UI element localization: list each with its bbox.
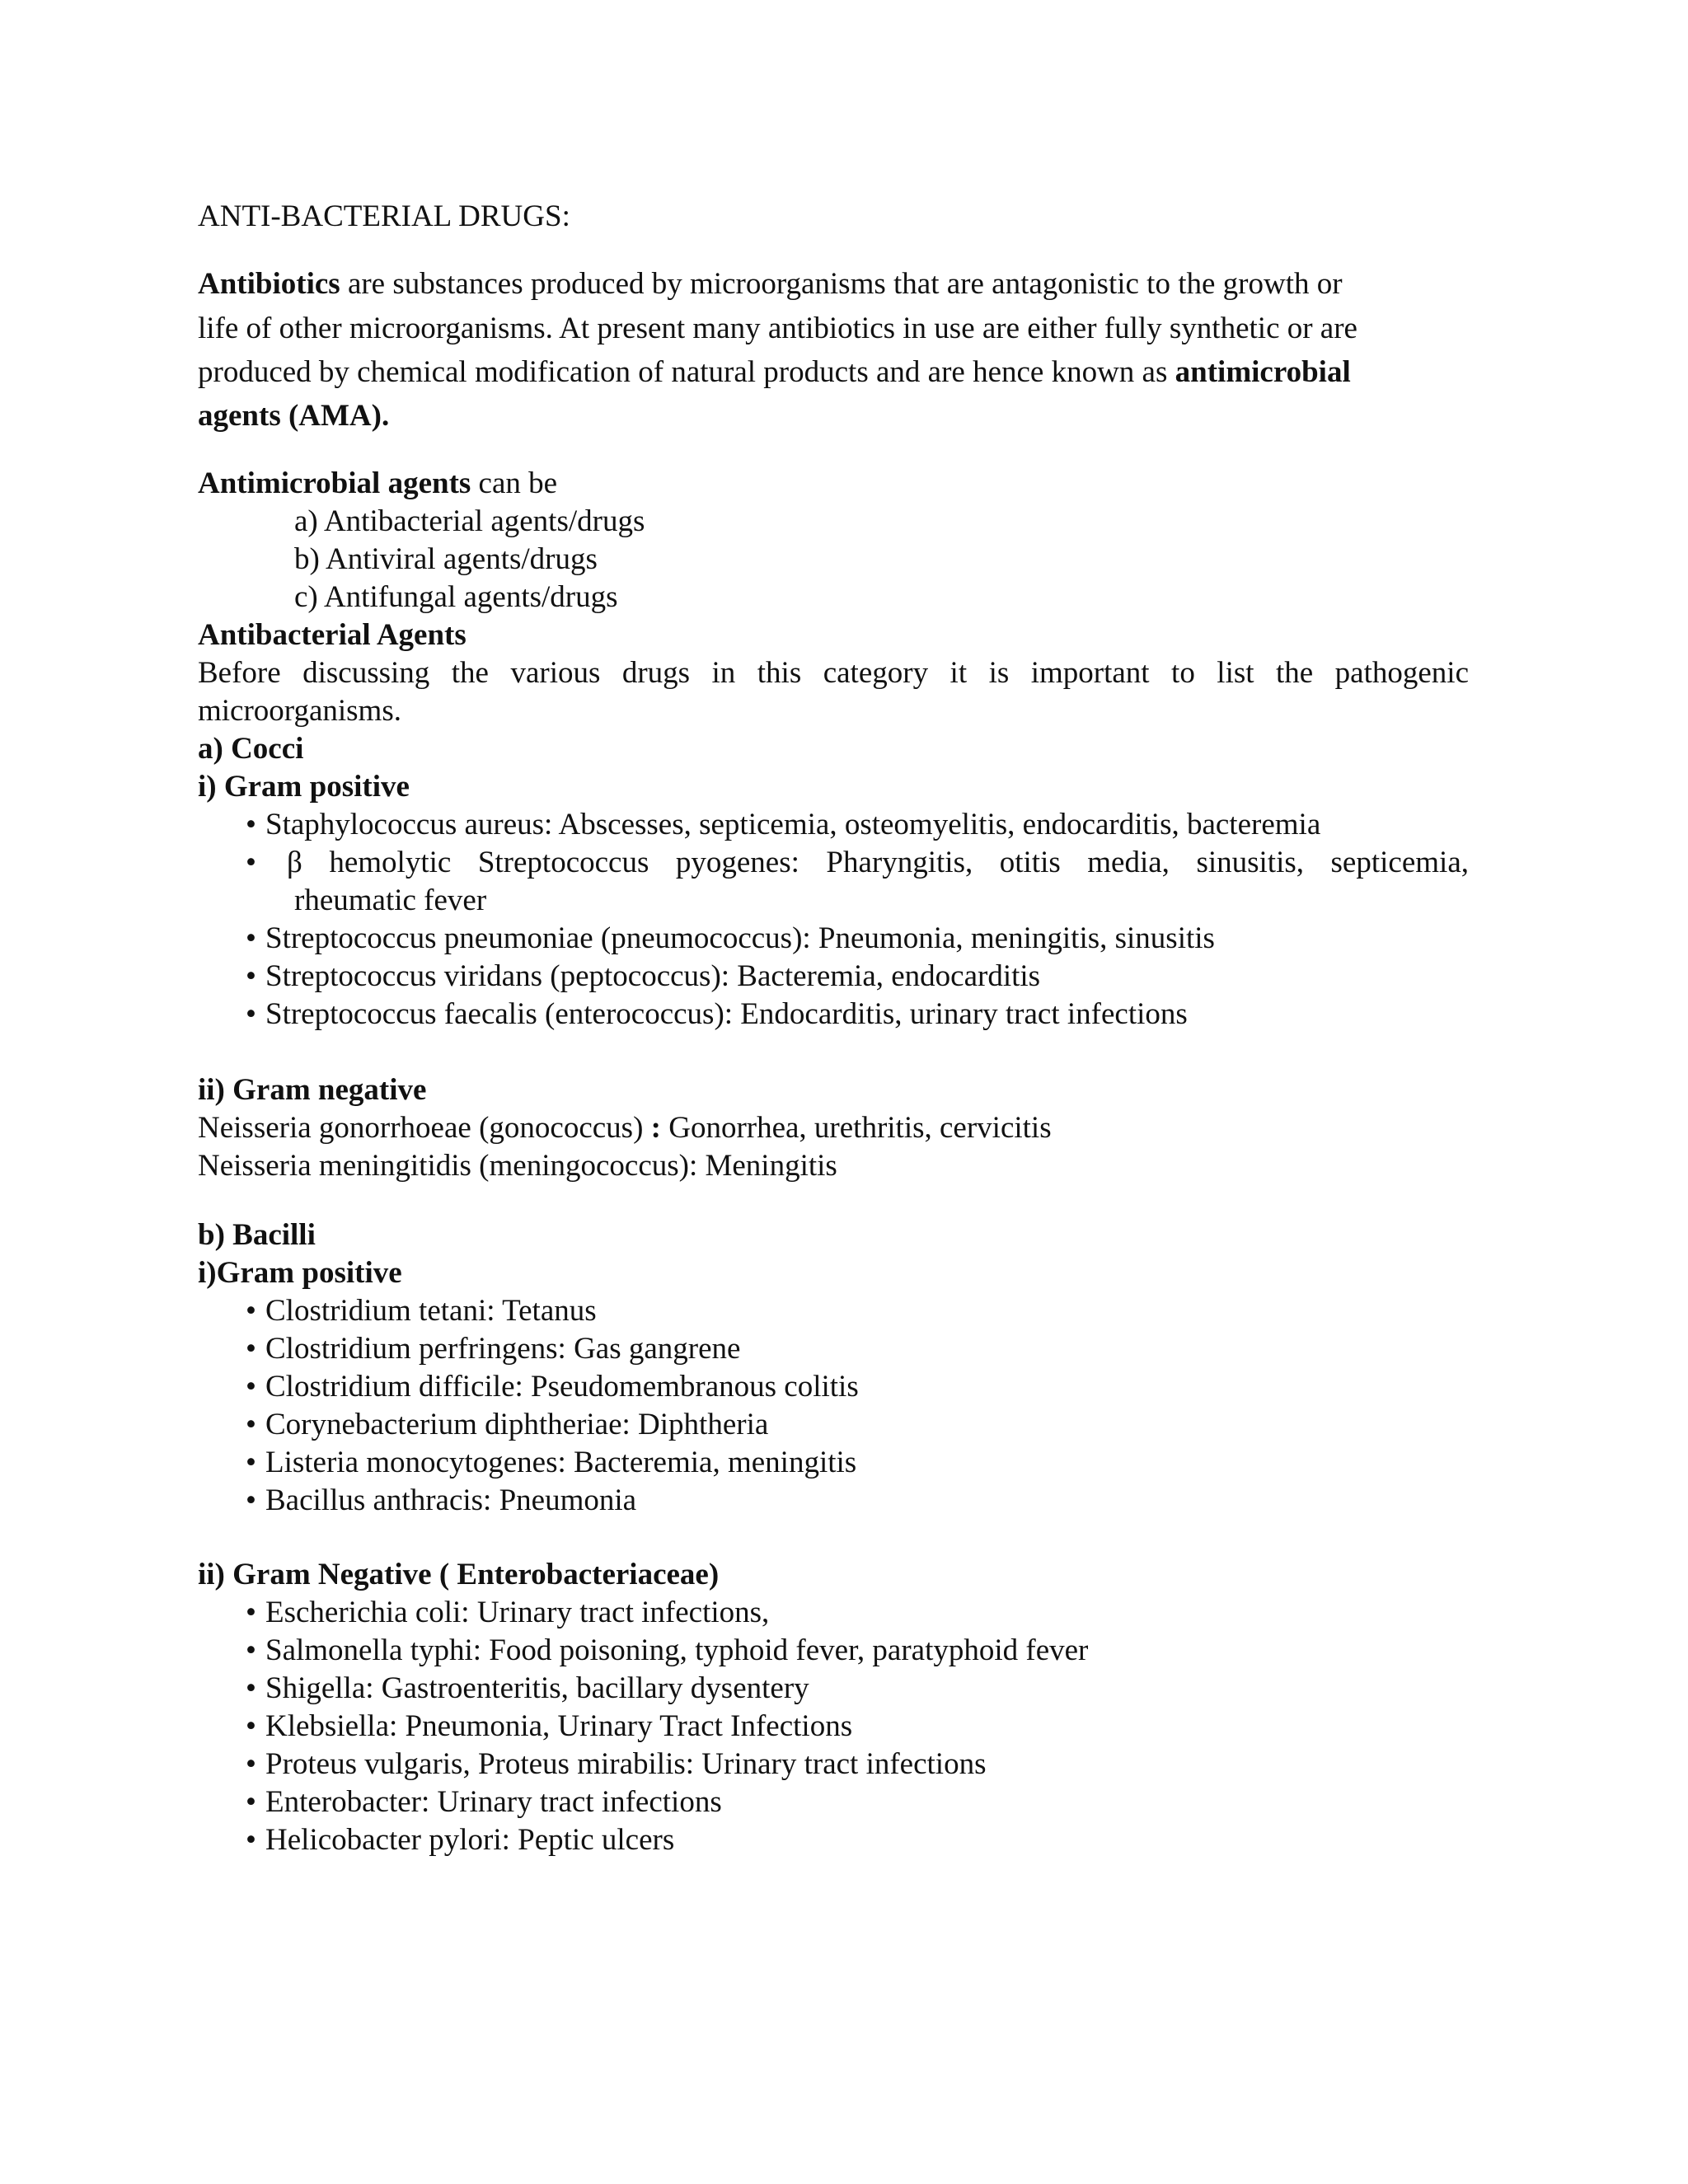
bullet: •: [246, 1332, 256, 1366]
bullet: •: [246, 1446, 256, 1479]
cocci-heading: a) Cocci: [198, 732, 304, 766]
ama-item-antifungal: c) Antifungal agents/drugs: [294, 580, 618, 614]
list-item-text: Salmonella typhi: Food poisoning, typhoid fever, paratyphoid fever: [265, 1633, 1089, 1667]
list-item-text: β hemolytic Streptococcus pyogenes: Pharyngitis, otitis media, sinusitis, septicemia,: [287, 846, 1469, 879]
antibacterial-heading: Antibacterial Agents: [198, 618, 467, 652]
list-item-text: Listeria monocytogenes: Bacteremia, meningitis: [265, 1446, 857, 1479]
neisseria-gonorrhoeae-line: [198, 1109, 1052, 1147]
list-item-text: Proteus vulgaris, Proteus mirabilis: Urinary tract infections: [265, 1747, 987, 1781]
ama-heading: [198, 465, 557, 503]
bacilli-gram-positive-heading: i)Gram positive: [198, 1256, 402, 1290]
list-item-text-continued: rheumatic fever: [294, 883, 487, 917]
intro-line-2: life of other microorganisms. At present many antibiotics in use are either fully synthetic or are: [198, 312, 1357, 345]
ama-heading-bold: Antimicrobial agents: [198, 466, 471, 500]
bullet: •: [246, 921, 256, 955]
bullet: •: [246, 1709, 256, 1743]
cocci-gram-positive-heading: i) Gram positive: [198, 770, 410, 804]
bullet: •: [246, 1785, 256, 1819]
list-item-text: Clostridium difficile: Pseudomembranous colitis: [265, 1370, 859, 1404]
list-item-text: Streptococcus pneumoniae (pneumococcus): Pneumonia, meningitis, sinusitis: [265, 921, 1215, 955]
neisseria-meningitidis-line: Neisseria meningitidis (meningococcus): Meningitis: [198, 1149, 837, 1183]
antimicrobial-term: antimicrobial: [1175, 355, 1351, 389]
bullet: •: [246, 1823, 256, 1857]
neisseria-gonorrhoeae-diseases: Gonorrhea, urethritis, cervicitis: [660, 1111, 1052, 1145]
bullet: •: [246, 846, 256, 879]
bullet: •: [246, 1370, 256, 1404]
bacilli-gram-negative-heading: ii) Gram Negative ( Enterobacteriaceae): [198, 1558, 720, 1591]
ama-item-antibacterial: a) Antibacterial agents/drugs: [294, 504, 645, 538]
ama-heading-text: can be: [471, 466, 558, 500]
bullet: •: [246, 1671, 256, 1705]
antibiotics-term: Antibiotics: [198, 267, 340, 301]
bullet: •: [246, 808, 256, 841]
cocci-gram-negative-heading: ii) Gram negative: [198, 1073, 427, 1107]
bullet: •: [246, 997, 256, 1031]
antibacterial-para-line-1: Before discussing the various drugs in this category it is important to list the pathogenic: [198, 656, 1469, 690]
neisseria-gonorrhoeae-text: Neisseria gonorrhoeae (gonococcus): [198, 1111, 651, 1145]
intro-line-1-text: are substances produced by microorganisms that are antagonistic to the growth or: [340, 267, 1343, 301]
list-item-text: Klebsiella: Pneumonia, Urinary Tract Infections: [265, 1709, 853, 1743]
list-item-text: Corynebacterium diphtheriae: Diphtheria: [265, 1408, 769, 1441]
list-item-text: Escherichia coli: Urinary tract infections,: [265, 1596, 770, 1629]
list-item-text: Bacillus anthracis: Pneumonia: [265, 1483, 637, 1517]
bacilli-heading: b) Bacilli: [198, 1218, 316, 1252]
bullet: •: [246, 1294, 256, 1328]
intro-line-1: [198, 265, 1343, 303]
bullet: •: [246, 1408, 256, 1441]
ama-item-antiviral: b) Antiviral agents/drugs: [294, 542, 598, 576]
colon: :: [650, 1111, 661, 1145]
list-item-text: Streptococcus viridans (peptococcus): Bacteremia, endocarditis: [265, 959, 1041, 993]
list-item-text: Shigella: Gastroenteritis, bacillary dysentery: [265, 1671, 809, 1705]
bullet: •: [246, 1633, 256, 1667]
antibacterial-para-line-2: microorganisms.: [198, 694, 401, 728]
document-title: ANTI-BACTERIAL DRUGS:: [198, 199, 570, 233]
list-item-text: Streptococcus faecalis (enterococcus): Endocarditis, urinary tract infections: [265, 997, 1188, 1031]
bullet: •: [246, 1483, 256, 1517]
intro-line-3: [198, 354, 1351, 391]
list-item-text: Helicobacter pylori: Peptic ulcers: [265, 1823, 675, 1857]
list-item-text: Clostridium perfringens: Gas gangrene: [265, 1332, 741, 1366]
bullet: •: [246, 1747, 256, 1781]
list-item-text: Clostridium tetani: Tetanus: [265, 1294, 597, 1328]
bullet: •: [246, 1596, 256, 1629]
intro-line-4: agents (AMA).: [198, 399, 390, 433]
list-item-text: Staphylococcus aureus: Abscesses, septicemia, osteomyelitis, endocarditis, bacteremia: [265, 808, 1321, 841]
bullet: •: [246, 959, 256, 993]
list-item-text: Enterobacter: Urinary tract infections: [265, 1785, 722, 1819]
intro-line-3-text: produced by chemical modification of natural products and are hence known as: [198, 355, 1175, 389]
